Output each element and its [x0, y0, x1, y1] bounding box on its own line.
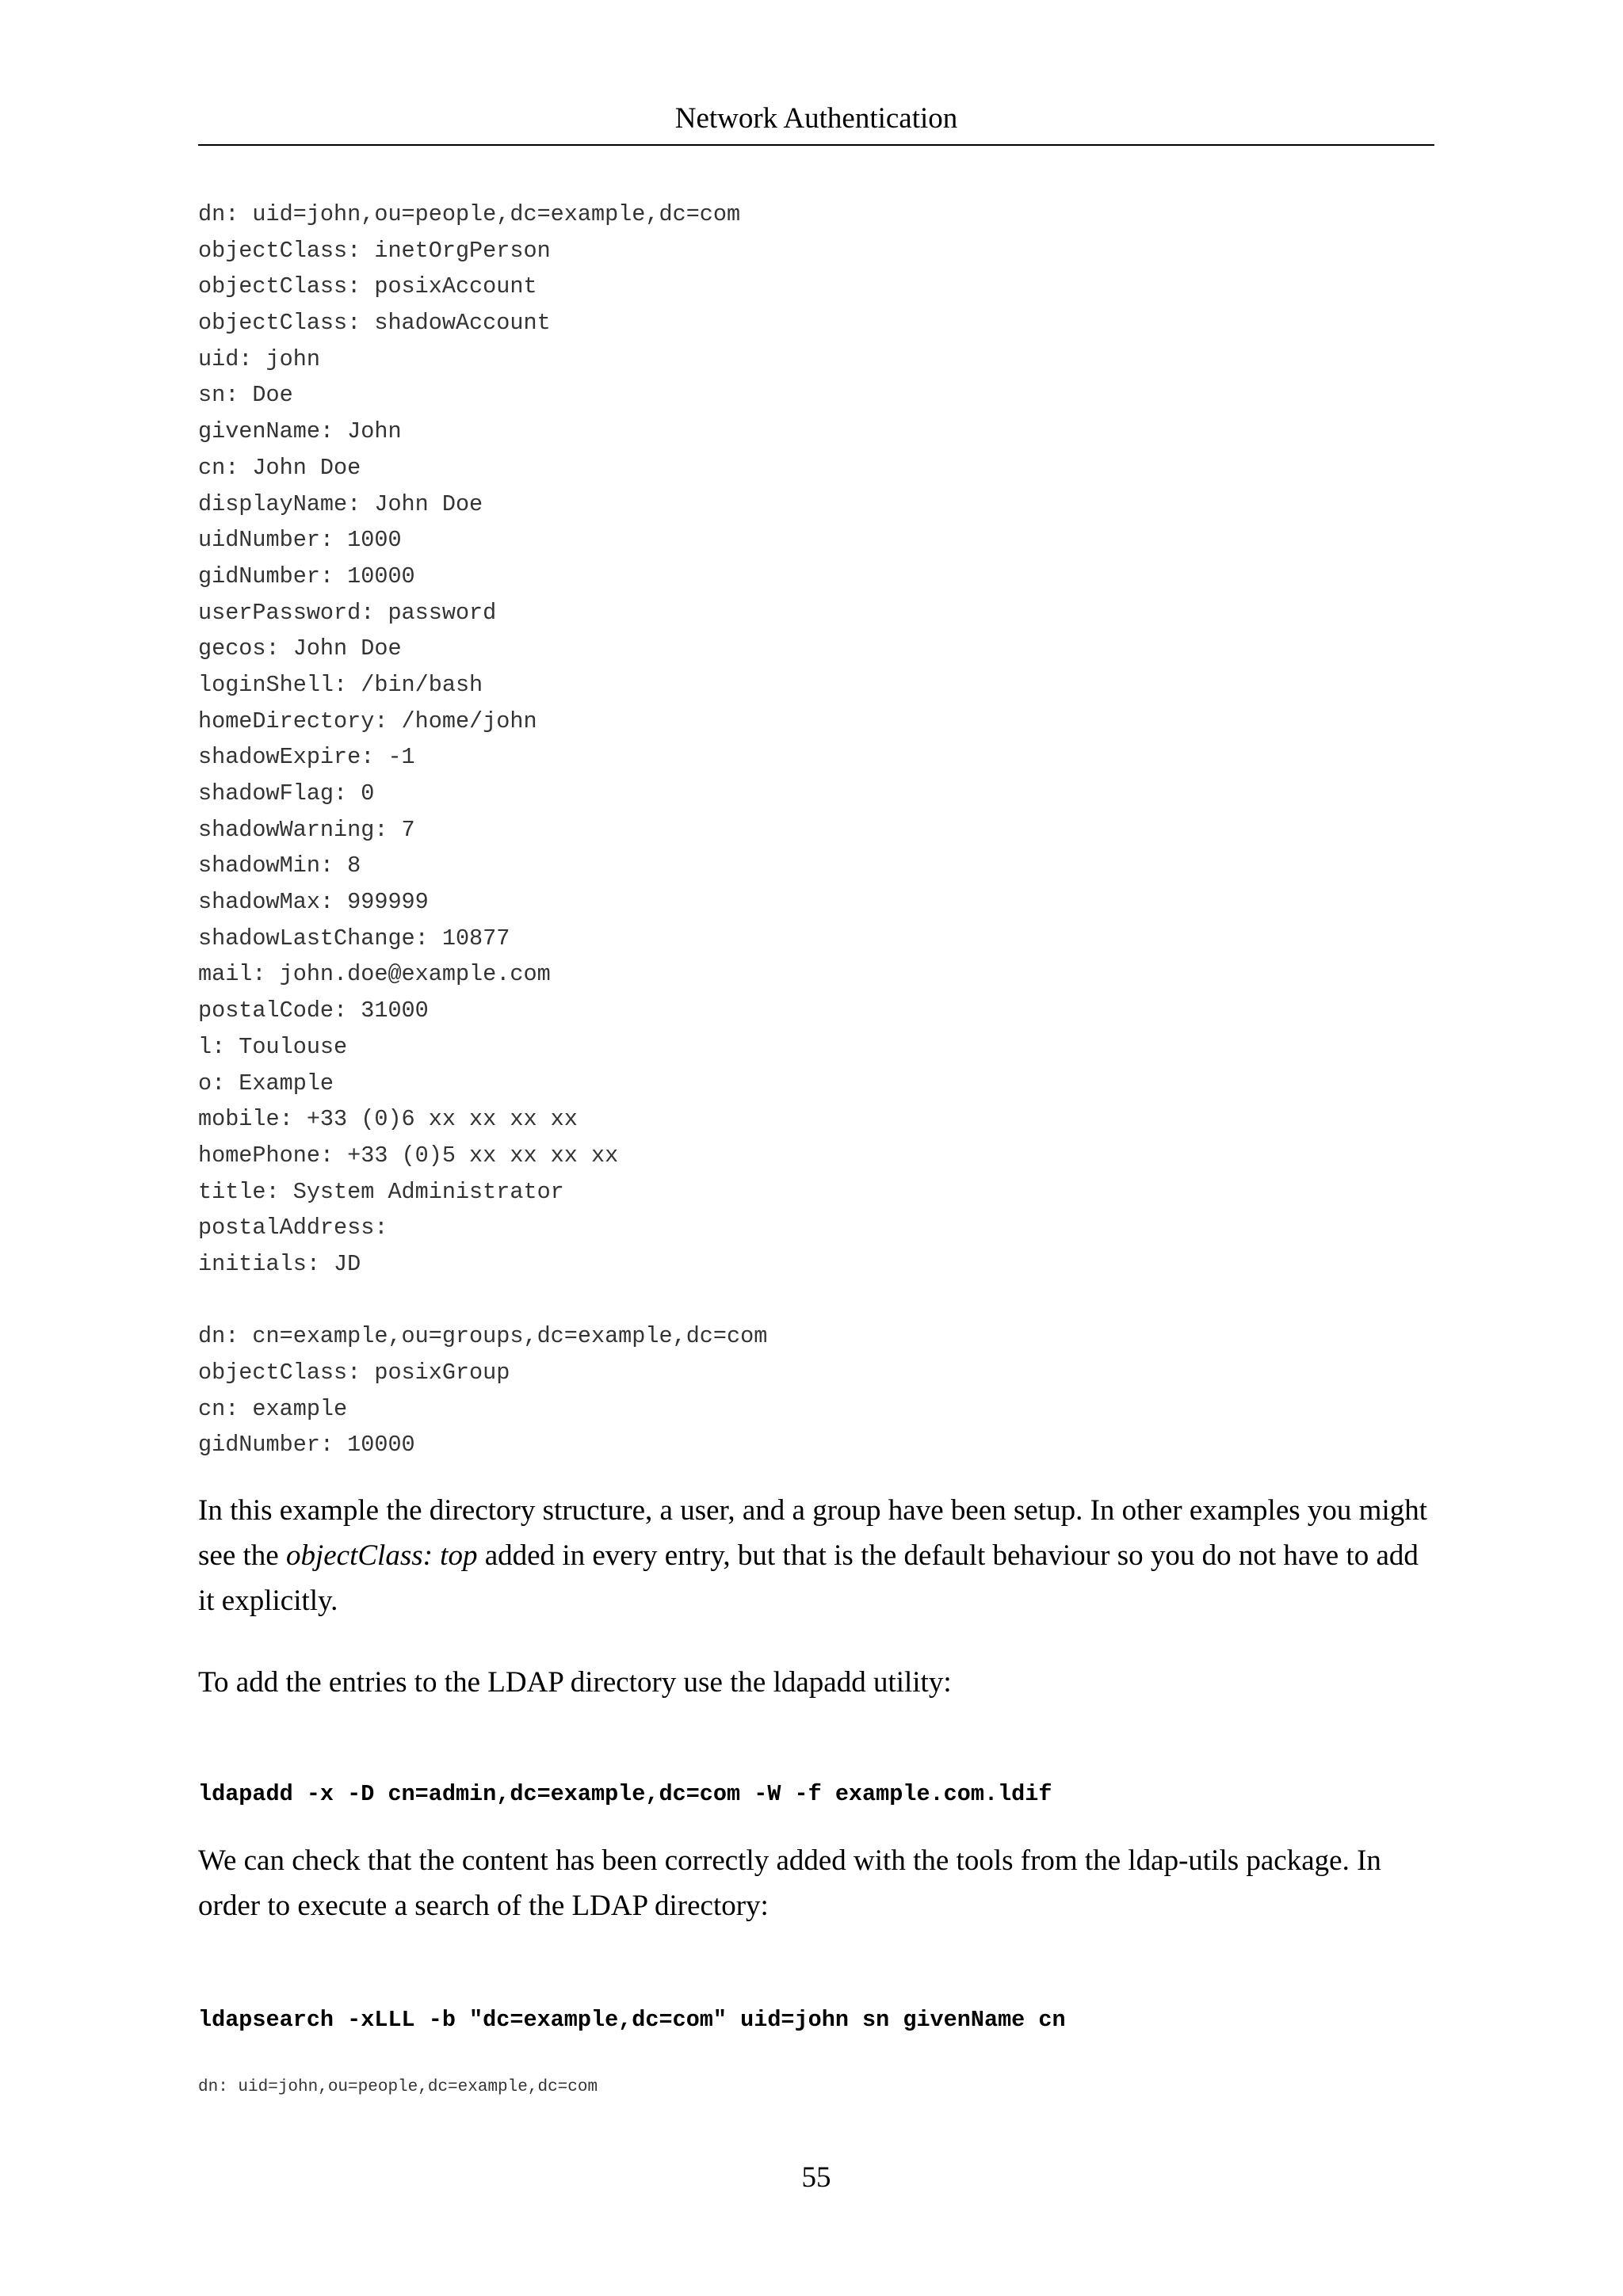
ldif-line: objectClass: posixAccount	[198, 273, 537, 300]
ldif-line: dn: uid=john,ou=people,dc=example,dc=com	[198, 201, 741, 227]
ldif-code-block	[198, 196, 1434, 1463]
ldapsearch-command: ldapsearch -xLLL -b "dc=example,dc=com" uid=john sn givenName cn	[198, 2007, 1066, 2033]
ldif-line: gidNumber: 10000	[198, 563, 415, 589]
paragraph-example-explanation	[198, 1488, 1434, 1623]
ldif-line: dn: cn=example,ou=groups,dc=example,dc=com	[198, 1323, 768, 1350]
ldif-line: objectClass: inetOrgPerson	[198, 237, 551, 264]
ldif-line: shadowFlag: 0	[198, 780, 375, 807]
ldif-line: cn: John Doe	[198, 454, 361, 481]
ldif-line: o: Example	[198, 1070, 334, 1097]
ldif-line: uid: john	[198, 345, 320, 372]
ldif-line: objectClass: posixGroup	[198, 1360, 510, 1386]
ldif-line: mobile: +33 (0)6 xx xx xx xx	[198, 1106, 578, 1133]
page-header-title: Network Authentication	[674, 102, 958, 135]
ldif-line: userPassword: password	[198, 599, 497, 626]
ldif-line: shadowWarning: 7	[198, 816, 415, 843]
ldif-line: uidNumber: 1000	[198, 527, 402, 554]
ldif-line: homeDirectory: /home/john	[198, 707, 537, 734]
ldif-line: shadowLastChange: 10877	[198, 925, 510, 952]
italic-term: objectClass: top	[285, 1539, 478, 1572]
paragraph-text: In this example the directory structure, a user, and a group have been setup. In other examples you might see the	[198, 1494, 1428, 1572]
ldif-line: gidNumber: 10000	[198, 1432, 415, 1459]
header-divider	[198, 144, 1434, 146]
search-output-line: dn: uid=john,ou=people,dc=example,dc=com	[198, 2078, 598, 2096]
ldif-line: initials: JD	[198, 1250, 361, 1277]
ldif-line: shadowExpire: -1	[198, 744, 415, 771]
ldif-line	[198, 1283, 1434, 1319]
ldapadd-command: ldapadd -x -D cn=admin,dc=example,dc=com -W -f example.com.ldif	[198, 1781, 1052, 1807]
ldif-line: shadowMax: 999999	[198, 889, 429, 916]
ldif-line: l: Toulouse	[198, 1033, 348, 1060]
ldif-line: shadowMin: 8	[198, 852, 361, 879]
paragraph-ldapsearch-intro: We can check that the content has been correctly added with the tools from the ldap-utils package. In order to execute a search of the LDAP directory:	[198, 1844, 1381, 1922]
ldif-line: homePhone: +33 (0)5 xx xx xx xx	[198, 1142, 619, 1169]
ldif-line: gecos: John Doe	[198, 635, 402, 662]
paragraph-ldapadd-intro: To add the entries to the LDAP directory use the ldapadd utility:	[198, 1666, 952, 1699]
ldif-line: postalAddress:	[198, 1215, 388, 1241]
ldif-line: givenName: John	[198, 418, 402, 445]
ldif-line: cn: example	[198, 1395, 348, 1422]
paragraph-text: added in every entry, but that is the default behaviour so you do not have to add it explicitly.	[198, 1539, 1419, 1617]
ldif-line: displayName: John Doe	[198, 490, 483, 517]
ldif-line: loginShell: /bin/bash	[198, 671, 483, 698]
page-number: 55	[801, 2161, 831, 2194]
ldif-line: postalCode: 31000	[198, 997, 429, 1024]
ldif-line: mail: john.doe@example.com	[198, 961, 551, 988]
ldif-line: title: System Administrator	[198, 1178, 564, 1205]
ldif-line: sn: Doe	[198, 382, 293, 409]
ldif-line: objectClass: shadowAccount	[198, 310, 551, 337]
